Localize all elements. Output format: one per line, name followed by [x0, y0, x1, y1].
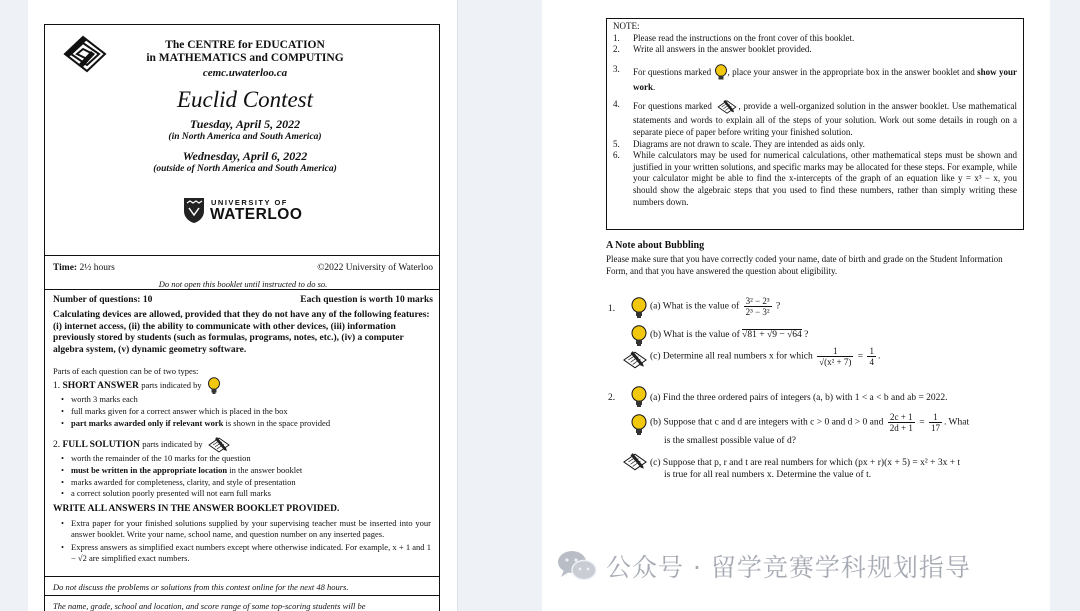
- lightbulb-icon: [207, 377, 221, 395]
- note-item: [613, 99, 1017, 138]
- list-item: • Express answers as simplified exact numbers except where otherwise indicated. For example, x + 1 and 1 − √2 are simplified exact numbers.: [61, 542, 431, 564]
- divider: [45, 595, 439, 596]
- numerator: 1: [869, 346, 874, 356]
- do-not-open-note: Do not open this booklet until instructed to do so.: [158, 279, 328, 289]
- denominator: √(x² + 7): [819, 357, 852, 367]
- note-text: .: [653, 81, 656, 92]
- time-row: [53, 263, 433, 273]
- q1c-text: (c) Determine all real numbers x for which: [650, 351, 813, 362]
- list-item: • full marks given for a correct answer which is placed in the box: [61, 406, 431, 418]
- list-item: • worth 3 marks each: [61, 394, 431, 406]
- short-answer-heading: [53, 377, 433, 395]
- note-num: 6.: [613, 150, 620, 161]
- watermark-text: 公众号 · 留学竞赛学科规划指导: [606, 553, 971, 582]
- list-item: • Extra paper for your finished solutions supplied by your supervising teacher must be inserted into your answer booklet. Write your name, school name, and question number on any inserted pages.: [61, 518, 431, 540]
- fraction: [929, 412, 942, 433]
- note-text: , provide a well-organized solution in the answer booklet. Use mathematical statements and words to explain all of the steps of your solution. Work out some details in rough on a separate piece of paper before writing your finished solution.: [633, 101, 1017, 137]
- question-2a: (a) Find the three ordered pairs of integers (a, b) with 1 < a < b and ab = 2022.: [650, 393, 948, 403]
- divider: [45, 289, 439, 290]
- numerator: 2c + 1: [888, 412, 915, 423]
- contest-region-2: (outside of North America and South America): [153, 164, 337, 174]
- note-item: [613, 44, 1017, 56]
- radical-expression: √81 + √9 − √64: [742, 330, 802, 340]
- lightbulb-icon: [630, 386, 648, 408]
- footer-note-2: The name, grade, school and location, and score range of some top-scoring students will be: [53, 601, 366, 611]
- note-item: [613, 64, 1017, 94]
- question-2b: [650, 412, 1030, 433]
- full-solution-heading: [53, 436, 433, 454]
- note-item: [613, 150, 1017, 208]
- fraction: [744, 296, 772, 317]
- list-item: • must be written in the appropriate location in the answer booklet: [61, 465, 431, 477]
- centre-line-1: The CENTRE for EDUCATION: [165, 39, 325, 51]
- numerator: 3² − 2³: [745, 296, 770, 306]
- question-1a: [650, 296, 780, 317]
- question-1c: [650, 346, 880, 367]
- list-item: • worth the remainder of the 10 marks for the question: [61, 453, 431, 465]
- contest-date-2: Wednesday, April 6, 2022: [182, 149, 308, 163]
- q2b-end: . What: [943, 417, 970, 428]
- q1b-text: (b) What is the value of: [650, 330, 740, 340]
- short-num: 1.: [53, 381, 61, 392]
- centre-heading: [125, 39, 365, 65]
- denominator: 2d + 1: [889, 423, 913, 433]
- q1b-end: ?: [804, 330, 809, 340]
- note-num: 3.: [613, 63, 620, 74]
- full-suffix: parts indicated by: [142, 439, 203, 450]
- lightbulb-icon: [630, 325, 648, 347]
- note-text: Write all answers in the answer booklet provided.: [633, 44, 812, 55]
- pen-paper-icon: [622, 452, 648, 472]
- q1a-text: (a) What is the value of: [650, 301, 740, 312]
- numerator: 1: [817, 346, 853, 357]
- time-label: Time:: [53, 263, 78, 273]
- note-text-bold: show your work: [633, 66, 1018, 92]
- note-text: Please read the instructions on the front cover of this booklet.: [633, 32, 855, 43]
- note-item: [613, 33, 1017, 45]
- calculator-policy: Calculating devices are allowed, provided that they do not have any of the following features: (i) internet access, (ii) the ability to communicate with other devices, (iii) information previously stored by students (such as formulas, programs, notes, etc.), (iv) a computer algebra system, (v) dynamic geometry software.: [53, 310, 430, 355]
- q1c-end: .: [877, 351, 881, 362]
- contest-region-1: (in North America and South America): [168, 132, 322, 142]
- full-title: FULL SOLUTION: [62, 440, 140, 451]
- note-box: [606, 18, 1024, 230]
- note-num: 2.: [613, 44, 620, 55]
- divider: [45, 576, 439, 577]
- full-num: 2.: [53, 440, 61, 451]
- write-all-answers: WRITE ALL ANSWERS IN THE ANSWER BOOKLET PROVIDED.: [53, 504, 340, 514]
- note-text: Diagrams are not drawn to scale. They are intended as aids only.: [633, 138, 865, 149]
- short-title: SHORT ANSWER: [62, 381, 139, 392]
- list-item: • a correct solution poorly presented will not earn full marks: [61, 488, 431, 500]
- note-text: , place your answer in the appropriate box in the answer booklet and: [727, 66, 975, 77]
- centre-url: cemc.uwaterloo.ca: [202, 67, 288, 79]
- note-text: For questions marked: [633, 101, 712, 112]
- contest-date-1: Tuesday, April 5, 2022: [189, 117, 301, 131]
- bubbling-title: A Note about Bubbling: [606, 240, 705, 251]
- note-num: 4.: [613, 99, 620, 110]
- question-1b: [650, 330, 808, 340]
- pen-paper-icon: [715, 99, 739, 115]
- time-value: 2½ hours: [79, 263, 115, 273]
- extra-instructions: [61, 518, 431, 566]
- cover-frame: [44, 24, 440, 611]
- short-answer-bullets: [61, 394, 431, 429]
- pen-paper-icon: [622, 350, 648, 370]
- footer-note-1: Do not discuss the problems or solutions from this contest online for the next 48 hours.: [53, 582, 349, 592]
- lightbulb-icon: [630, 414, 648, 436]
- cemc-logo-icon: [61, 34, 109, 74]
- num-questions: Number of questions: 10: [53, 295, 153, 305]
- fraction: [888, 412, 915, 433]
- shield-icon: [183, 197, 205, 224]
- denominator: 2³ − 3²: [745, 307, 770, 317]
- question-count-row: [53, 295, 433, 305]
- equals-sign: =: [919, 417, 925, 428]
- cover-page: [28, 0, 458, 611]
- numerator: 1: [929, 412, 942, 423]
- wechat-icon: [556, 548, 598, 584]
- divider: [45, 255, 439, 256]
- instructions-page: [542, 0, 1050, 611]
- note-text: While calculators may be used for numerical calculations, other mathematical steps must be shown and justified in your written solutions, and specific marks may be allocated for these steps. For example, while your calculator might be able to find the x-intercepts of the graph of an equation like y = x³ − x, you should show the algebraic steps that you used to find these numbers, rather than simply writing these numbers down.: [633, 150, 1017, 207]
- question-2c: (c) Suppose that p, r and t are real numbers for which (px + r)(x + 5) = x² + 3x + t: [650, 458, 961, 468]
- note-text: For questions marked: [633, 66, 712, 77]
- marks-per-question: Each question is worth 10 marks: [300, 295, 433, 305]
- list-item: • marks awarded for completeness, clarity, and style of presentation: [61, 477, 431, 489]
- wechat-watermark: [556, 548, 971, 584]
- uw-waterloo: WATERLOO: [210, 206, 303, 223]
- note-item: [613, 139, 1017, 151]
- q1a-end: ?: [775, 301, 781, 312]
- question-2c-line2: is true for all real numbers x. Determine the value of t.: [664, 470, 872, 480]
- uw-university-of: UNIVERSITY OF: [211, 198, 288, 207]
- lightbulb-icon: [630, 297, 648, 319]
- note-num: 5.: [613, 138, 620, 149]
- lightbulb-icon: [714, 64, 728, 82]
- denominator: 4: [869, 357, 874, 367]
- copyright: ©2022 University of Waterloo: [317, 263, 433, 273]
- contest-title: Euclid Contest: [176, 87, 314, 112]
- fraction: [817, 346, 853, 367]
- parts-intro: Parts of each question can be of two types:: [53, 366, 199, 376]
- bubbling-text: Please make sure that you have correctly coded your name, date of birth and grade on the Student Information Form, and that you have answered the question about eligibility.: [606, 254, 1003, 276]
- fraction: [867, 346, 876, 367]
- q2b-text: (b) Suppose that c and d are integers with c > 0 and d > 0 and: [650, 417, 884, 428]
- full-solution-bullets: [61, 453, 431, 500]
- question-2b-line2: is the smallest possible value of d?: [664, 436, 796, 446]
- list-item: • part marks awarded only if relevant work is shown in the space provided: [61, 418, 431, 430]
- pen-paper-icon: [208, 436, 230, 454]
- denominator: 17: [930, 423, 940, 433]
- question-number: 2.: [608, 393, 616, 403]
- uwaterloo-logo: [183, 197, 313, 227]
- equals-sign: =: [857, 351, 864, 362]
- note-title: NOTE:: [613, 21, 640, 31]
- note-num: 1.: [613, 32, 620, 43]
- short-suffix: parts indicated by: [141, 380, 202, 391]
- centre-line-2: in MATHEMATICS and COMPUTING: [146, 52, 344, 64]
- question-number: 1.: [608, 304, 616, 314]
